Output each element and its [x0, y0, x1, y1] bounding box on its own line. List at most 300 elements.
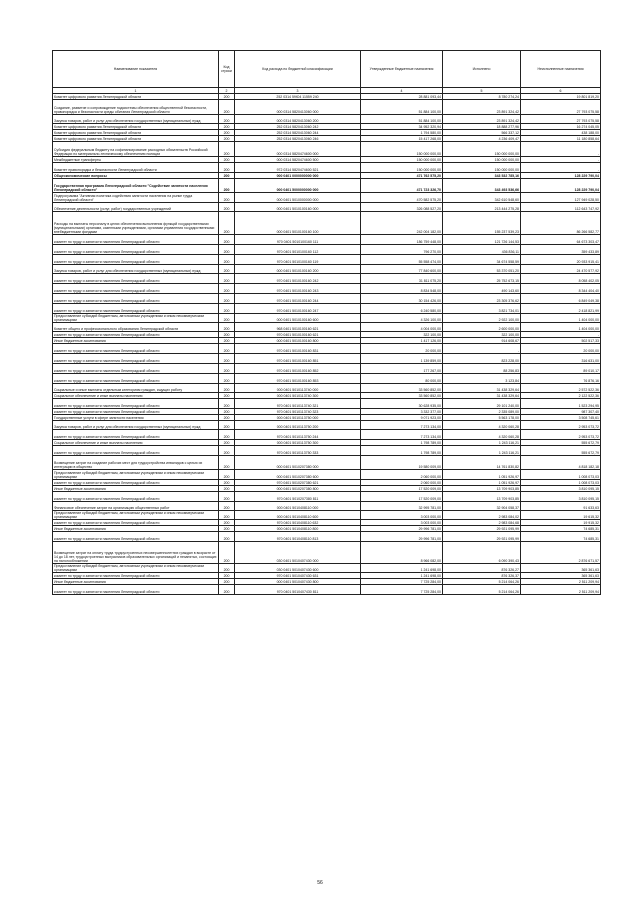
- cell-approved: 51 884 100,00: [361, 115, 443, 124]
- table-row: [53, 542, 601, 564]
- cell-budget-code: 252 0314 5820413060 246: [235, 136, 361, 142]
- cell-indicator-name: Государственные услуги в сфере занятости населения: [53, 415, 219, 421]
- cell-budget-code: 252 0314 5820413060 242: [235, 124, 361, 130]
- cell-budget-code: 000 0401 5010113750 000: [235, 415, 361, 421]
- cell-executed: 13 709 903,85: [443, 492, 521, 502]
- cell-approved: 51 884 100,00: [361, 100, 443, 115]
- cell-executed: 31 438 329,64: [443, 384, 521, 393]
- cell-line-code: 200: [219, 338, 235, 344]
- cell-approved: 1 417 126,00: [361, 338, 443, 344]
- cell-approved: 4 326 100,00: [361, 314, 443, 323]
- cell-executed: 31 438 329,64: [443, 393, 521, 399]
- table-row: [53, 374, 601, 384]
- cell-budget-code: 970 0401 5010100160 112: [235, 245, 361, 255]
- cell-executed: 342 610 548,60: [443, 193, 521, 203]
- header-indicator-name: Наименование показателя: [53, 51, 219, 88]
- cell-budget-code: 000 0401 0000000000 000: [235, 173, 361, 179]
- cell-executed: 1 243 116,21: [443, 440, 521, 446]
- table-row: [53, 456, 601, 470]
- table-row: [53, 430, 601, 440]
- cell-budget-code: 000 0401 5010113750 200: [235, 421, 361, 430]
- table-row: [53, 284, 601, 294]
- column-number: 2: [219, 88, 235, 94]
- budget-report-page: [52, 50, 600, 595]
- cell-unexecuted: 1 008 073,03: [521, 470, 601, 480]
- cell-unexecuted: 2 511 209,94: [521, 585, 601, 595]
- table-row: [53, 245, 601, 255]
- header-approved-assignments: Утвержденные бюджетные назначения: [361, 51, 443, 88]
- cell-budget-code: 000 0314 5820413060 000: [235, 100, 361, 115]
- cell-approved: 30 628 935,00: [361, 399, 443, 409]
- cell-line-code: 200: [219, 430, 235, 440]
- cell-line-code: 200: [219, 393, 235, 399]
- cell-indicator-name: Комитет цифрового развития Ленинградской области: [53, 124, 219, 130]
- cell-executed: 6 090 390,43: [443, 542, 521, 564]
- cell-budget-code: 000 0401 5010100160 000: [235, 203, 361, 212]
- cell-budget-code: 000 0401 5010113740 000: [235, 384, 361, 393]
- table-row: [53, 585, 601, 595]
- cell-budget-code: 970 0401 5010407430 631: [235, 573, 361, 579]
- cell-approved: 17 520 009,00: [361, 486, 443, 492]
- cell-approved: 15 417 268,00: [361, 136, 443, 142]
- table-row: [53, 399, 601, 409]
- cell-approved: 19 580 009,00: [361, 456, 443, 470]
- cell-budget-code: 970 0401 5010113750 333: [235, 446, 361, 456]
- cell-approved: 1 794 580,00: [361, 130, 443, 136]
- page-number: 56: [317, 880, 323, 886]
- table-body: [53, 94, 601, 595]
- cell-unexecuted: 112 643 747,92: [521, 203, 601, 212]
- cell-indicator-name: комитет по труду и занятости населения Ленинградской области: [53, 354, 219, 364]
- table-row: [53, 344, 601, 354]
- cell-approved: 8 966 082,00: [361, 542, 443, 564]
- cell-approved: 9 071 923,00: [361, 415, 443, 421]
- cell-line-code: 200: [219, 255, 235, 265]
- cell-unexecuted: 2 876 671,57: [521, 542, 601, 564]
- cell-approved: 186 759 448,00: [361, 235, 443, 245]
- cell-approved: 7 273 134,00: [361, 421, 443, 430]
- table-row: [53, 179, 601, 193]
- cell-executed: 29 921 095,99: [443, 526, 521, 532]
- cell-approved: 242 004 182,00: [361, 212, 443, 235]
- cell-approved: 322 100,00: [361, 332, 443, 338]
- cell-executed: 213 444 275,28: [443, 203, 521, 212]
- cell-unexecuted: 127 949 028,50: [521, 193, 601, 203]
- cell-budget-code: 000 0401 5010207380 600: [235, 470, 361, 480]
- cell-line-code: 200: [219, 585, 235, 595]
- table-row: [53, 115, 601, 124]
- cell-indicator-name: Социальное обеспечение и иные выплаты населению: [53, 393, 219, 399]
- cell-approved: 471 723 326,70: [361, 179, 443, 193]
- cell-budget-code: 972 0314 5820474600 521: [235, 163, 361, 173]
- cell-executed: 32 904 058,37: [443, 502, 521, 511]
- cell-indicator-name: комитет по труду и занятости населения Ленинградской области: [53, 344, 219, 354]
- cell-line-code: 200: [219, 344, 235, 354]
- cell-unexecuted: 27 793 075,58: [521, 115, 601, 124]
- cell-line-code: 200: [219, 179, 235, 193]
- cell-indicator-name: комитет по труду и занятости населения Ленинградской области: [53, 332, 219, 338]
- cell-approved: 796 270,00: [361, 245, 443, 255]
- table-row: [53, 163, 601, 173]
- cell-budget-code: 000 0314 5820474600 000: [235, 142, 361, 157]
- cell-approved: 29 996 781,00: [361, 526, 443, 532]
- cell-indicator-name: Предоставление субсидий бюджетным, автономным учреждениям и иным некоммерческим организациям: [53, 314, 219, 323]
- cell-indicator-name: комитет по труду и занятости населения Ленинградской области: [53, 430, 219, 440]
- cell-budget-code: 970 0401 5010100160 243: [235, 284, 361, 294]
- cell-line-code: 200: [219, 415, 235, 421]
- cell-approved: 1 139 859,00: [361, 354, 443, 364]
- cell-executed: 2 983 084,68: [443, 520, 521, 526]
- cell-approved: 4 004 000,00: [361, 323, 443, 332]
- cell-line-code: 200: [219, 332, 235, 338]
- cell-budget-code: 252 0314 5820413060 244: [235, 130, 361, 136]
- table-row: [53, 421, 601, 430]
- cell-indicator-name: Подпрограмма "Активная политика содействия занятости населения на рынке труда Ленинградской области": [53, 193, 219, 203]
- cell-executed: 29 921 095,99: [443, 532, 521, 542]
- cell-line-code: 200: [219, 163, 235, 173]
- cell-approved: 32 995 781,00: [361, 502, 443, 511]
- cell-unexecuted: 64 673 303,47: [521, 235, 601, 245]
- cell-budget-code: 000 0401 5010407430 800: [235, 579, 361, 585]
- cell-unexecuted: 89 010,17: [521, 364, 601, 374]
- cell-executed: 5 214 064,26: [443, 585, 521, 595]
- cell-approved: 1 241 698,00: [361, 573, 443, 579]
- cell-indicator-name: комитет по труду и занятости населения Ленинградской области: [53, 374, 219, 384]
- cell-unexecuted: 19 615,32: [521, 511, 601, 520]
- cell-line-code: 200: [219, 235, 235, 245]
- cell-budget-code: 970 0401 5010100160 853: [235, 374, 361, 384]
- cell-budget-code: 970 0401 5010207380 811: [235, 492, 361, 502]
- cell-executed: 29 101 240,00: [443, 399, 521, 409]
- cell-executed: 25 752 673,15: [443, 274, 521, 284]
- cell-budget-code: 970 0401 5010100160 831: [235, 344, 361, 354]
- table-row: [53, 364, 601, 374]
- cell-budget-code: 000 0401 5010100160 200: [235, 265, 361, 274]
- cell-unexecuted: 316 631,00: [521, 354, 601, 364]
- cell-indicator-name: Финансовое обеспечение затрат на организацию общественных работ: [53, 502, 219, 511]
- cell-indicator-name: комитет по труду и занятости населения Ленинградской области: [53, 492, 219, 502]
- cell-approved: 17 520 009,00: [361, 492, 443, 502]
- cell-executed: 2 600 000,00: [443, 323, 521, 332]
- cell-indicator-name: Общеэкономические вопросы: [53, 173, 219, 179]
- cell-line-code: 200: [219, 304, 235, 314]
- cell-unexecuted: 86 266 582,77: [521, 212, 601, 235]
- cell-approved: 28 881 093,44: [361, 94, 443, 100]
- cell-line-code: 200: [219, 294, 235, 304]
- cell-indicator-name: Комитет цифрового развития Ленинградской области: [53, 94, 219, 100]
- cell-approved: 3 332 377,00: [361, 409, 443, 415]
- cell-unexecuted: 1 523 294,95: [521, 399, 601, 409]
- cell-unexecuted: -: [521, 332, 601, 338]
- cell-budget-code: 970 0401 5010100160 242: [235, 274, 361, 284]
- cell-executed: 88 256,83: [443, 364, 521, 374]
- cell-indicator-name: Социальные и иные выплаты отдельным категориям граждан, ищущих работу: [53, 384, 219, 393]
- cell-indicator-name: Межбюджетные трансферты: [53, 157, 219, 163]
- cell-indicator-name: комитет по труду и занятости населения Ленинградской области: [53, 573, 219, 579]
- cell-line-code: 200: [219, 136, 235, 142]
- cell-unexecuted: 19 915,32: [521, 520, 601, 526]
- cell-line-code: 200: [219, 274, 235, 284]
- cell-indicator-name: Закупка товаров, работ и услуг для обеспечения государственных (муниципальных) нужд: [53, 265, 219, 274]
- cell-line-code: 200: [219, 446, 235, 456]
- cell-line-code: 200: [219, 314, 235, 323]
- header-unexecuted-assignments: Неисполненные назначения: [521, 51, 601, 88]
- cell-unexecuted: 8 344 404,40: [521, 284, 601, 294]
- cell-approved: 29 996 781,00: [361, 532, 443, 542]
- cell-budget-code: 000 0314 5820413060 200: [235, 115, 361, 124]
- cell-unexecuted: -: [521, 142, 601, 157]
- cell-line-code: 200: [219, 542, 235, 564]
- cell-approved: 150 000 000,00: [361, 142, 443, 157]
- cell-budget-code: 000 0401 5010100160 800: [235, 338, 361, 344]
- cell-approved: 20 000,00: [361, 344, 443, 354]
- table-row: [53, 193, 601, 203]
- cell-indicator-name: Комитет общего и профессионального образования Ленинградской области: [53, 323, 219, 332]
- cell-indicator-name: Предоставление субсидий бюджетным, автономным учреждениям и иным некоммерческим организациям: [53, 564, 219, 573]
- cell-unexecuted: -: [521, 163, 601, 173]
- cell-unexecuted: 19 801 819,20: [521, 94, 601, 100]
- column-number: 6: [521, 88, 601, 94]
- budget-execution-table: [52, 50, 601, 595]
- cell-unexecuted: 1 008 073,03: [521, 480, 601, 486]
- cell-indicator-name: Расходы на выплаты персоналу в целях обеспечения выполнения функций государственными (муниципальными) органами, казенными учреждениями, органами управления государственными внебюджетными фондами: [53, 212, 219, 235]
- cell-executed: 823 228,00: [443, 354, 521, 364]
- cell-line-code: 200: [219, 193, 235, 203]
- cell-executed: 8 780 274,24: [443, 94, 521, 100]
- cell-unexecuted: 2 572 522,36: [521, 384, 601, 393]
- cell-line-code: 200: [219, 265, 235, 274]
- table-row: [53, 314, 601, 323]
- cell-unexecuted: 4 818 182,18: [521, 456, 601, 470]
- table-row: [53, 304, 601, 314]
- cell-executed: 1 243 116,21: [443, 446, 521, 456]
- table-row: [53, 446, 601, 456]
- cell-indicator-name: Создание, развитие и сопровождение подсистемы обеспечения общественной безопасности, правопорядка и безопасности среды обитания Ленинградской области: [53, 100, 219, 115]
- cell-indicator-name: Возмещение затрат на оплату труда трудоустроенных несовершеннолетних граждан в возрасте от 14 до 18 лет, трудоустроенных выпускников образовательных организаций и незанятых, состоящих на налогообложении: [53, 542, 219, 564]
- cell-unexecuted: 2 953 073,72: [521, 421, 601, 430]
- table-row: [53, 235, 601, 245]
- cell-budget-code: 970 0401 5010113740 321: [235, 399, 361, 409]
- cell-line-code: 200: [219, 532, 235, 542]
- cell-line-code: 200: [219, 579, 235, 585]
- table-row: [53, 212, 601, 235]
- cell-approved: 150 000 000,00: [361, 157, 443, 163]
- cell-executed: 14 761 830,82: [443, 456, 521, 470]
- cell-unexecuted: 555 672,79: [521, 440, 601, 446]
- column-number: 3: [235, 88, 361, 94]
- cell-approved: 2 060 000,00: [361, 480, 443, 486]
- cell-approved: 31 811 075,20: [361, 274, 443, 284]
- cell-indicator-name: комитет по труду и занятости населения Ленинградской области: [53, 409, 219, 415]
- cell-line-code: 200: [219, 142, 235, 157]
- cell-indicator-name: Иные бюджетные ассигнования: [53, 579, 219, 585]
- cell-unexecuted: 2 953 073,72: [521, 430, 601, 440]
- cell-executed: 23 891 324,42: [443, 100, 521, 115]
- cell-indicator-name: Иные бюджетные ассигнования: [53, 338, 219, 344]
- cell-line-code: 200: [219, 564, 235, 573]
- cell-budget-code: 000 0401 5010113750 300: [235, 440, 361, 446]
- cell-budget-code: 000 0314 5820474600 500: [235, 157, 361, 163]
- cell-indicator-name: Обеспечение деятельности (услуг, работ) государственных учреждений: [53, 203, 219, 212]
- cell-indicator-name: комитет по труду и занятости населения Ленинградской области: [53, 304, 219, 314]
- cell-unexecuted: 2 122 522,36: [521, 393, 601, 399]
- cell-indicator-name: Комитет правопорядка и безопасности Ленинградской области: [53, 163, 219, 173]
- cell-unexecuted: 74 685,31: [521, 526, 601, 532]
- cell-unexecuted: 3 508 745,61: [521, 415, 601, 421]
- cell-executed: 436 836,11: [443, 245, 521, 255]
- cell-indicator-name: комитет по труду и занятости населения Ленинградской области: [53, 520, 219, 526]
- cell-unexecuted: -: [521, 157, 601, 163]
- cell-indicator-name: Возмещение затрат на создание рабочих мест для трудоустройства инвалидов с целью их интеграции в общество: [53, 456, 219, 470]
- cell-indicator-name: Комитет цифрового развития Ленинградской области: [53, 136, 219, 142]
- cell-unexecuted: 987 307,40: [521, 409, 601, 415]
- cell-approved: 30 154 426,00: [361, 294, 443, 304]
- cell-executed: 2 922 100,00: [443, 314, 521, 323]
- cell-line-code: 200: [219, 456, 235, 470]
- cell-approved: 150 000 000,00: [361, 163, 443, 173]
- column-number: 4: [361, 88, 443, 94]
- cell-budget-code: 000 0401 5010000000 000: [235, 193, 361, 203]
- table-row: [53, 294, 601, 304]
- cell-approved: 7 725 284,00: [361, 585, 443, 595]
- cell-budget-code: 000 0401 5000000000 000: [235, 179, 361, 193]
- cell-line-code: 200: [219, 203, 235, 212]
- cell-line-code: 200: [219, 520, 235, 526]
- cell-executed: 343 493 536,66: [443, 179, 521, 193]
- cell-approved: 2 060 000,00: [361, 470, 443, 480]
- cell-line-code: 200: [219, 526, 235, 532]
- cell-approved: 8 834 548,00: [361, 284, 443, 294]
- cell-unexecuted: 16 274 045,05: [521, 124, 601, 130]
- cell-approved: 6 240 580,00: [361, 304, 443, 314]
- cell-line-code: 200: [219, 502, 235, 511]
- cell-executed: 150 000 000,00: [443, 163, 521, 173]
- cell-executed: 1 051 926,97: [443, 480, 521, 486]
- header-executed: Исполнено: [443, 51, 521, 88]
- cell-budget-code: 970 0401 5010408110 813: [235, 532, 361, 542]
- table-header-row: [53, 51, 601, 88]
- cell-executed: 18 888 277,96: [443, 124, 521, 130]
- column-number: 1: [53, 88, 219, 94]
- cell-line-code: 200: [219, 470, 235, 480]
- cell-budget-code: 252 0314 59Ю4 11559 240: [235, 94, 361, 100]
- cell-unexecuted: 8 058 402,05: [521, 274, 601, 284]
- cell-budget-code: 000 0401 5010408110 000: [235, 502, 361, 511]
- table-row: [53, 255, 601, 265]
- cell-unexecuted: 365 361,63: [521, 573, 601, 579]
- cell-line-code: 200: [219, 440, 235, 446]
- cell-executed: 490 143,60: [443, 284, 521, 294]
- cell-budget-code: 000 0401 5010408110 600: [235, 511, 361, 520]
- cell-executed: 5 214 064,26: [443, 579, 521, 585]
- cell-approved: 3 003 000,00: [361, 520, 443, 526]
- table-row: [53, 564, 601, 573]
- cell-executed: 343 532 785,16: [443, 173, 521, 179]
- cell-unexecuted: 2 418 821,99: [521, 304, 601, 314]
- cell-indicator-name: Закупка товаров, работ и услуг для обеспечения государственных (муниципальных) нужд: [53, 421, 219, 430]
- cell-approved: 55 558 474,00: [361, 255, 443, 265]
- cell-line-code: 200: [219, 384, 235, 393]
- cell-approved: 177 267,00: [361, 364, 443, 374]
- cell-executed: 150 000 000,00: [443, 142, 521, 157]
- cell-executed: 155 237 539,23: [443, 212, 521, 235]
- cell-line-code: 200: [219, 157, 235, 163]
- cell-unexecuted: 1 404 000,00: [521, 323, 601, 332]
- cell-budget-code: 030 0401 5010407430 600: [235, 564, 361, 573]
- cell-indicator-name: Субсидия федеральным бюджету на софинансирование расходных обязательств Российской Федерации по материально-техническому обеспечению полиции: [53, 142, 219, 157]
- cell-line-code: 200: [219, 173, 235, 179]
- cell-line-code: 200: [219, 511, 235, 520]
- cell-indicator-name: комитет по труду и занятости населения Ленинградской области: [53, 294, 219, 304]
- cell-executed: 1 051 926,97: [443, 470, 521, 480]
- header-budget-classification-code: Код расхода по бюджетной классификации: [235, 51, 361, 88]
- cell-executed: 13 709 903,85: [443, 486, 521, 492]
- cell-line-code: 200: [219, 374, 235, 384]
- cell-unexecuted: 502 517,33: [521, 338, 601, 344]
- cell-line-code: 200: [219, 115, 235, 124]
- cell-indicator-name: комитет по труду и занятости населения Ленинградской области: [53, 399, 219, 409]
- table-row: [53, 265, 601, 274]
- cell-approved: 80 000,00: [361, 374, 443, 384]
- cell-indicator-name: комитет по труду и занятости населения Ленинградской области: [53, 255, 219, 265]
- cell-line-code: 200: [219, 480, 235, 486]
- cell-unexecuted: 359 433,89: [521, 245, 601, 255]
- table-row: [53, 142, 601, 157]
- cell-budget-code: 970 0401 5010100160 244: [235, 294, 361, 304]
- cell-executed: 23 891 324,42: [443, 115, 521, 124]
- table-row: [53, 470, 601, 480]
- cell-budget-code: 000 0401 5010408110 800: [235, 526, 361, 532]
- cell-executed: 4 320 060,28: [443, 430, 521, 440]
- cell-approved: 1 241 698,00: [361, 564, 443, 573]
- cell-budget-code: 970 0401 5010113740 323: [235, 409, 361, 415]
- cell-budget-code: 970 0401 5010407430 811: [235, 585, 361, 595]
- cell-indicator-name: Предоставление субсидий бюджетным, автономным учреждениям и иным некоммерческим организациям: [53, 470, 219, 480]
- cell-approved: 7 273 134,00: [361, 430, 443, 440]
- cell-indicator-name: Государственная программа Ленинградской области "Содействие занятости населения Ленинградской области": [53, 179, 219, 193]
- cell-indicator-name: Комитет цифрового развития Ленинградской области: [53, 130, 219, 136]
- cell-line-code: 200: [219, 492, 235, 502]
- cell-indicator-name: комитет по труду и занятости населения Ленинградской области: [53, 446, 219, 456]
- cell-approved: 471 762 575,20: [361, 173, 443, 179]
- cell-line-code: 200: [219, 130, 235, 136]
- cell-budget-code: 000 0401 5010113740 300: [235, 393, 361, 399]
- cell-line-code: 200: [219, 212, 235, 235]
- cell-budget-code: 000 0401 5010207380 000: [235, 456, 361, 470]
- cell-unexecuted: 1 404 000,00: [521, 314, 601, 323]
- cell-budget-code: 970 0401 5010100160 247: [235, 304, 361, 314]
- cell-approved: 470 582 575,20: [361, 193, 443, 203]
- header-line-code: Код строки: [219, 51, 235, 88]
- cell-line-code: 200: [219, 573, 235, 579]
- table-row: [53, 511, 601, 520]
- cell-unexecuted: 2 511 209,94: [521, 579, 601, 585]
- cell-budget-code: 968 0401 5010100160 621: [235, 323, 361, 332]
- table-row: [53, 323, 601, 332]
- cell-budget-code: 970 0401 5010408110 632: [235, 520, 361, 526]
- cell-budget-code: 970 0401 5010100160 851: [235, 354, 361, 364]
- cell-line-code: 200: [219, 354, 235, 364]
- cell-unexecuted: 20 000,00: [521, 344, 601, 354]
- cell-indicator-name: комитет по труду и занятости населения Ленинградской области: [53, 284, 219, 294]
- cell-line-code: 200: [219, 245, 235, 255]
- cell-executed: 914 608,67: [443, 338, 521, 344]
- cell-executed: 23 305 376,62: [443, 294, 521, 304]
- table-row: [53, 274, 601, 284]
- cell-unexecuted: 91 633,63: [521, 502, 601, 511]
- cell-unexecuted: 27 793 075,58: [521, 100, 601, 115]
- cell-line-code: 200: [219, 284, 235, 294]
